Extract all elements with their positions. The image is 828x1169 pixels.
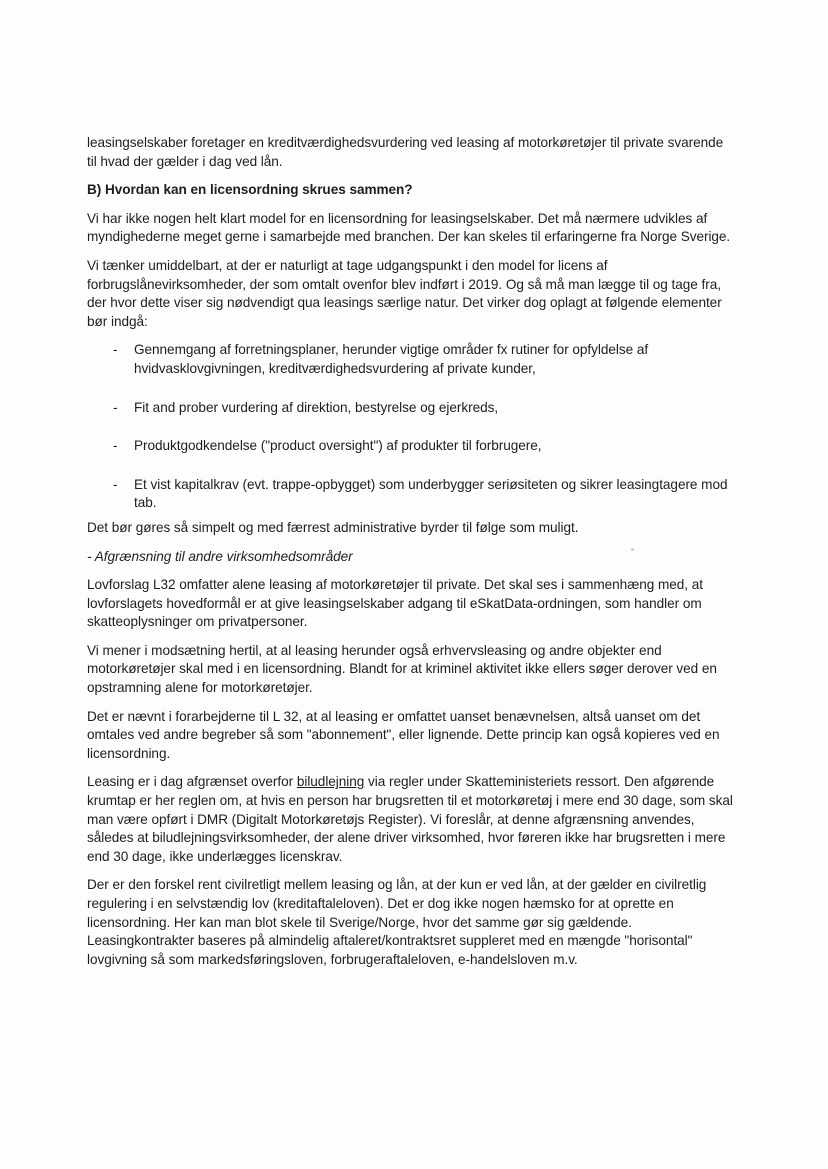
bullet-dash: - <box>113 399 118 415</box>
list-item <box>87 399 735 418</box>
paragraph-car-rental <box>87 773 735 866</box>
list-item-text: Et vist kapitalkrav (evt. trappe-opbygget) som underbygger seriøsiteten og sikrer leasingtagere mod tab. <box>134 476 728 511</box>
scan-speck <box>631 548 634 551</box>
elements-list <box>87 341 735 513</box>
list-item-text: Produktgodkendelse ("product oversight") af produkter til forbrugere, <box>134 438 542 454</box>
paragraph-civil-law: Der er den forskel rent civilretligt mellem leasing og lån, at der kun er ved lån, at der gælder en civilretlig regulering i en selvstændig lov (kreditaftaleloven). Det er dog ikke nogen hæmsko for at oprette en licensordning. Her kan man blot skele til Sverige/Norge, hvor det samme gør sig gældende. Leasingkontrakter baseres på almindelig aftaleret/kontraktsret suppleret med en mængde "horisontal" lovgivning så som markedsføringsloven, forbrugeraftaleloven, e-handelsloven m.v. <box>87 877 707 967</box>
list-item <box>87 341 735 378</box>
paragraph-simplicity: Det bør gøres så simpelt og med færrest administrative byrder til følge som muligt. <box>87 519 579 535</box>
paragraph-l32: Lovforslag L32 omfatter alene leasing af motorkøretøjer til private. Det skal ses i sammenhæng med, at lovforslagets hovedformål er at give leasingselskaber adgang til eSkatData-ordningen, som handler om skatteoplysninger om privatpersoner. <box>87 577 703 630</box>
car-rental-text-start: Leasing er i dag afgrænset overfor <box>87 774 297 790</box>
paragraph-approach: Vi tænker umiddelbart, at der er naturligt at tage udgangspunkt i den model for licens af forbrugslånevirksomheder, der som omtalt ovenfor blev indført i 2019. Og så må man lægge til og tage fra, der hvor dette viser sig nødvendigt qua leasings særlige natur. Det virker dog oplagt at følgende elementer bør indgå: <box>87 257 722 329</box>
bullet-dash: - <box>113 438 118 454</box>
list-item <box>87 437 735 456</box>
list-item-text: Gennemgang af forretningsplaner, herunder vigtige områder fx rutiner for opfyldelse af hvidvasklovgivningen, kreditværdighedsvurdering af private kunder, <box>134 342 649 376</box>
paragraph-preparatory-works: Det er nævnt i forarbejderne til L 32, at al leasing er omfattet uanset benævnelsen, altså uanset om det omtales ved andre begreber så som "abonnement", eller lignende. Dette princip kan også kopieres ved en licensordning. <box>87 708 720 761</box>
paragraph-all-leasing: Vi mener i modsætning hertil, at al leasing herunder også erhvervsleasing og andre objekter end motorkøretøjer skal med i en licensordning. Blandt for at kriminel aktivitet ikke ellers søger derover ved en opstramning alene for motorkøretøjer. <box>87 642 717 696</box>
paragraph-intro: leasingselskaber foretager en kreditværdighedsvurdering ved leasing af motorkøretøjer til private svarende til hvad der gælder i dag ved lån. <box>87 135 724 169</box>
document-body <box>87 134 735 979</box>
paragraph-model: Vi har ikke nogen helt klart model for en licensordning for leasingselskaber. Det må nærmere udvikles af myndighederne meget gerne i samarbejde med branchen. Der kan skeles til erfaringerne fra Norge Sverige. <box>87 210 731 245</box>
section-b-heading: B) Hvordan kan en licensordning skrues sammen? <box>87 182 413 198</box>
list-item-text: Fit and prober vurdering af direktion, bestyrelse og ejerkreds, <box>134 399 499 415</box>
subheading-delimitation: - Afgrænsning til andre virksomhedsområder <box>87 548 353 564</box>
bullet-dash: - <box>113 342 118 358</box>
car-rental-text-end: via regler under Skatteministeriets ressort. Den afgørende krumtap er her reglen om, at hvis en person har brugsretten til et motorkøretøj i mere end 30 dage, som skal man være opført i DMR (Digitalt Motorkøretøjs Register). Vi foreslår, at denne afgrænsning anvendes, således at biludlejningsvirksomheder, der alene driver virksomhed, hvor føreren ikke har brugsretten i mere end 30 dage, ikke underlægges licenskrav. <box>87 774 733 864</box>
car-rental-underlined-term: biludlejning <box>296 774 365 790</box>
list-item <box>87 476 735 513</box>
bullet-dash: - <box>113 476 118 492</box>
